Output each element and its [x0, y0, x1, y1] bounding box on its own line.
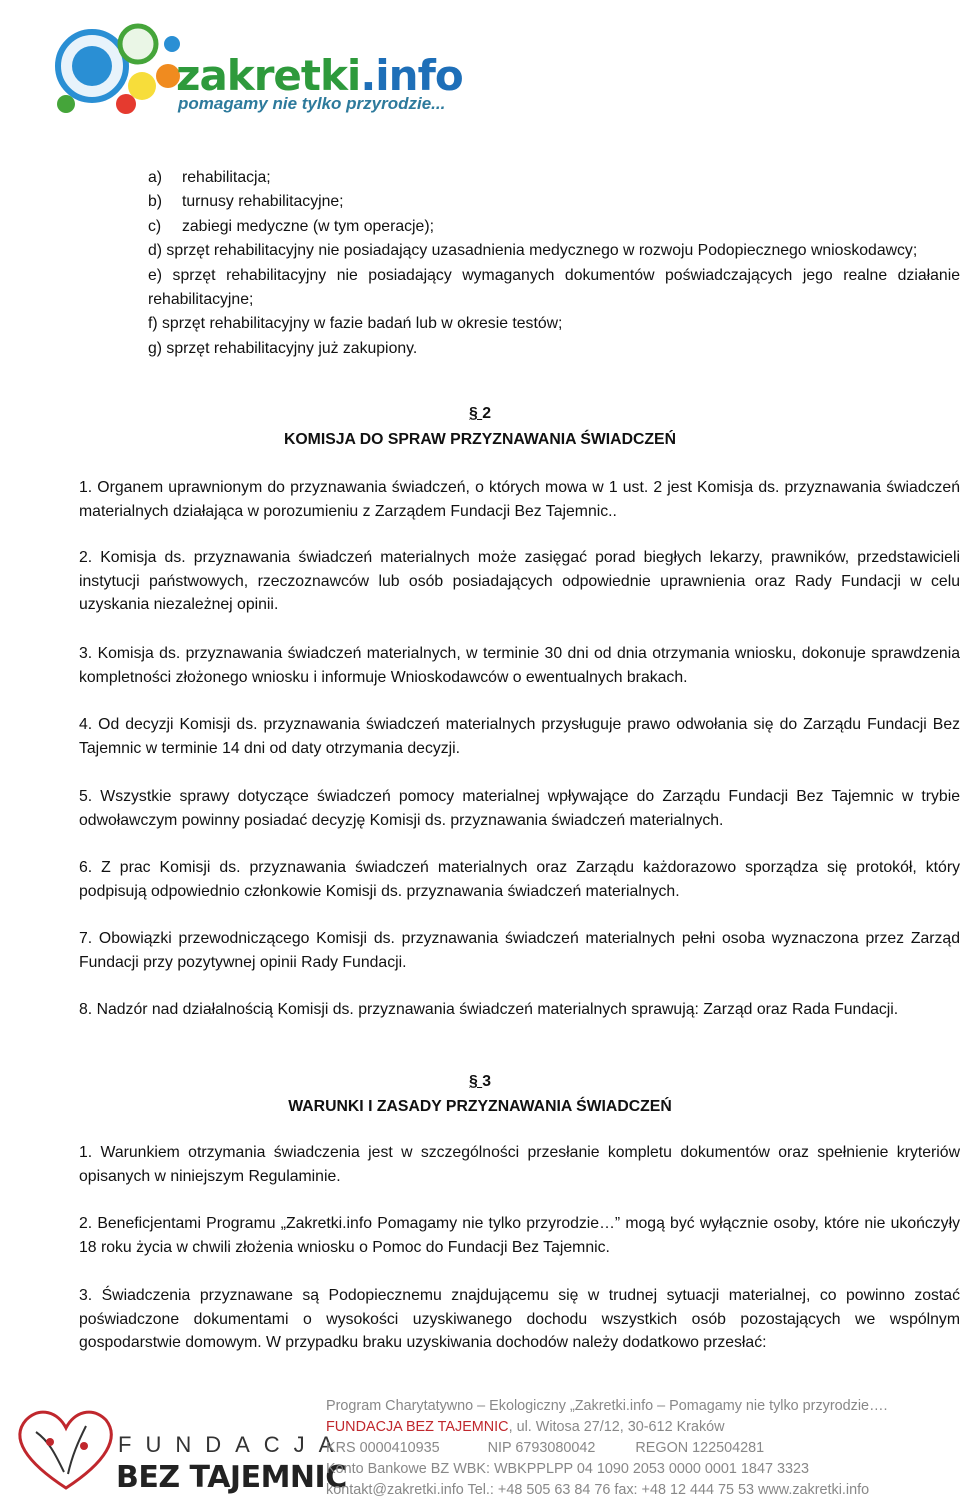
list-item: c) zabiegi medyczne (w tym operacje);: [148, 217, 434, 235]
list-item: a) rehabilitacja;: [148, 169, 271, 186]
paragraph: 3. Świadczenia przyznawane są Podopiecznemu znajdującemu się w trudnej sytuacji materialnej, co powinno zostać poświadczone dokumentami o wysokości uzyskiwanego dochodu wszystkich osób pozostających we wspólnym gospodarstwie domowym. W przypadku braku uzyskiwania dochodów należy dodatkowo przesłać:: [79, 1287, 960, 1352]
section-2-title: KOMISJA DO SPRAW PRZYZNAWANIA ŚWIADCZEŃ: [283, 431, 676, 448]
footer-contact-info: [326, 1396, 887, 1501]
list-item: b) turnusy rehabilitacyjne;: [148, 193, 344, 211]
logo-tagline: pomagamy nie tylko przyrodzie...: [178, 94, 446, 113]
footer-bank-line: Konto Bankowe BZ WBK: WBKPPLPP 04 1090 2053 0000 0001 1847 3323: [326, 1461, 809, 1477]
paragraph: 5. Wszystkie sprawy dotyczące świadczeń pomocy materialnej wpływające do Zarządu Fundacji Bez Tajemnic w trybie odwoławczym powinny posiadać decyzję Komisji ds. przyznawania świadczeń materialnych.: [79, 788, 960, 829]
section-3-number: § 3: [469, 1073, 491, 1090]
paragraph: 8. Nadzór nad działalnością Komisji ds. przyznawania świadczeń materialnych sprawują: Zarząd oraz Rada Fundacji.: [79, 1001, 899, 1018]
paragraph: 2. Komisja ds. przyznawania świadczeń materialnych może zasięgać porad biegłych lekarzy, prawników, przedstawicieli instytucji państwowych, rzeczoznawców lub osób posiadających odpowiednie uprawnienia oraz Rady Fundacji w celu uzyskania niezależnej opinii.: [79, 549, 960, 614]
footer-fund-word: FUNDACJA: [118, 1432, 348, 1457]
section-3-title: WARUNKI I ZASADY PRZYZNAWANIA ŚWIADCZEŃ: [288, 1098, 672, 1115]
footer-fund-name: BEZ TAJEMNIC: [116, 1460, 347, 1495]
exclusion-list: [148, 166, 960, 361]
list-item: e) sprzęt rehabilitacyjny nie posiadający wymaganych dokumentów poświadczających jego realne działanie rehabilitacyjne;: [148, 266, 960, 309]
paragraph: 1. Organem uprawnionym do przyznawania świadczeń, o których mowa w 1 ust. 2 jest Komisja ds. przyznawania świadczeń materialnych działająca w porozumieniu z Zarządem Fundacji Bez Tajemnic..: [79, 479, 960, 520]
paragraph: 7. Obowiązki przewodniczącego Komisji ds. przyznawania świadczeń materialnych pełni osoba wyznaczona przez Zarząd Fundacji przy pozytywnej opinii Rady Fundacji.: [79, 930, 960, 971]
footer-program-line: Program Charytatywno – Ekologiczny „Zakretki.info – Pomagamy nie tylko przyrodzie….: [326, 1398, 888, 1414]
section-2-number: § 2: [469, 405, 491, 422]
list-item: d) sprzęt rehabilitacyjny nie posiadający uzasadnienia medycznego w rozwoju Podopiecznego wnioskodawcy;: [148, 242, 918, 260]
footer-contact-line: kontakt@zakretki.info Tel.: +48 505 63 84 76 fax: +48 12 444 75 53 www.zakretki.info: [326, 1482, 870, 1498]
list-item: g) sprzęt rehabilitacyjny już zakupiony.: [148, 339, 418, 357]
list-item: f) sprzęt rehabilitacyjny w fazie badań lub w okresie testów;: [148, 315, 563, 333]
paragraph: 3. Komisja ds. przyznawania świadczeń materialnych, w terminie 30 dni od dnia otrzymania wniosku, dokonuje sprawdzenia kompletności złożonego wniosku i informuje Wnioskodawców o ewentualnych brakach.: [79, 645, 960, 686]
paragraph: 4. Od decyzji Komisji ds. przyznawania świadczeń materialnych przysługuje prawo odwołania się do Zarządu Fundacji Bez Tajemnic w terminie 14 dni od daty otrzymania decyzji.: [79, 716, 960, 757]
paragraph: 1. Warunkiem otrzymania świadczenia jest w szczególności przesłanie kompletu dokumentów oraz spełnienie kryteriów opisanych w niniejszym Regulaminie.: [79, 1144, 960, 1185]
footer-registry-line: KRS 0000410935 NIP 6793080042 REGON 122504281: [326, 1440, 765, 1456]
paragraph: 2. Beneficjentami Programu „Zakretki.info Pomagamy nie tylko przyrodzie…” mogą być wyłącznie osoby, które nie ukończyły 18 roku życia w chwili złożenia wniosku o Pomoc do Fundacji Bez Tajemnic.: [79, 1215, 960, 1256]
footer-address-line: FUNDACJA BEZ TAJEMNIC, ul. Witosa 27/12, 30-612 Kraków: [326, 1419, 725, 1435]
logo-wordmark: zakretki.info: [176, 51, 463, 100]
paragraph: 6. Z prac Komisji ds. przyznawania świadczeń materialnych oraz Zarządu każdorazowo sporządza się protokół, który podpisują odpowiednio członkowie Komisji ds. przyznawania świadczeń materialnych.: [79, 859, 960, 900]
